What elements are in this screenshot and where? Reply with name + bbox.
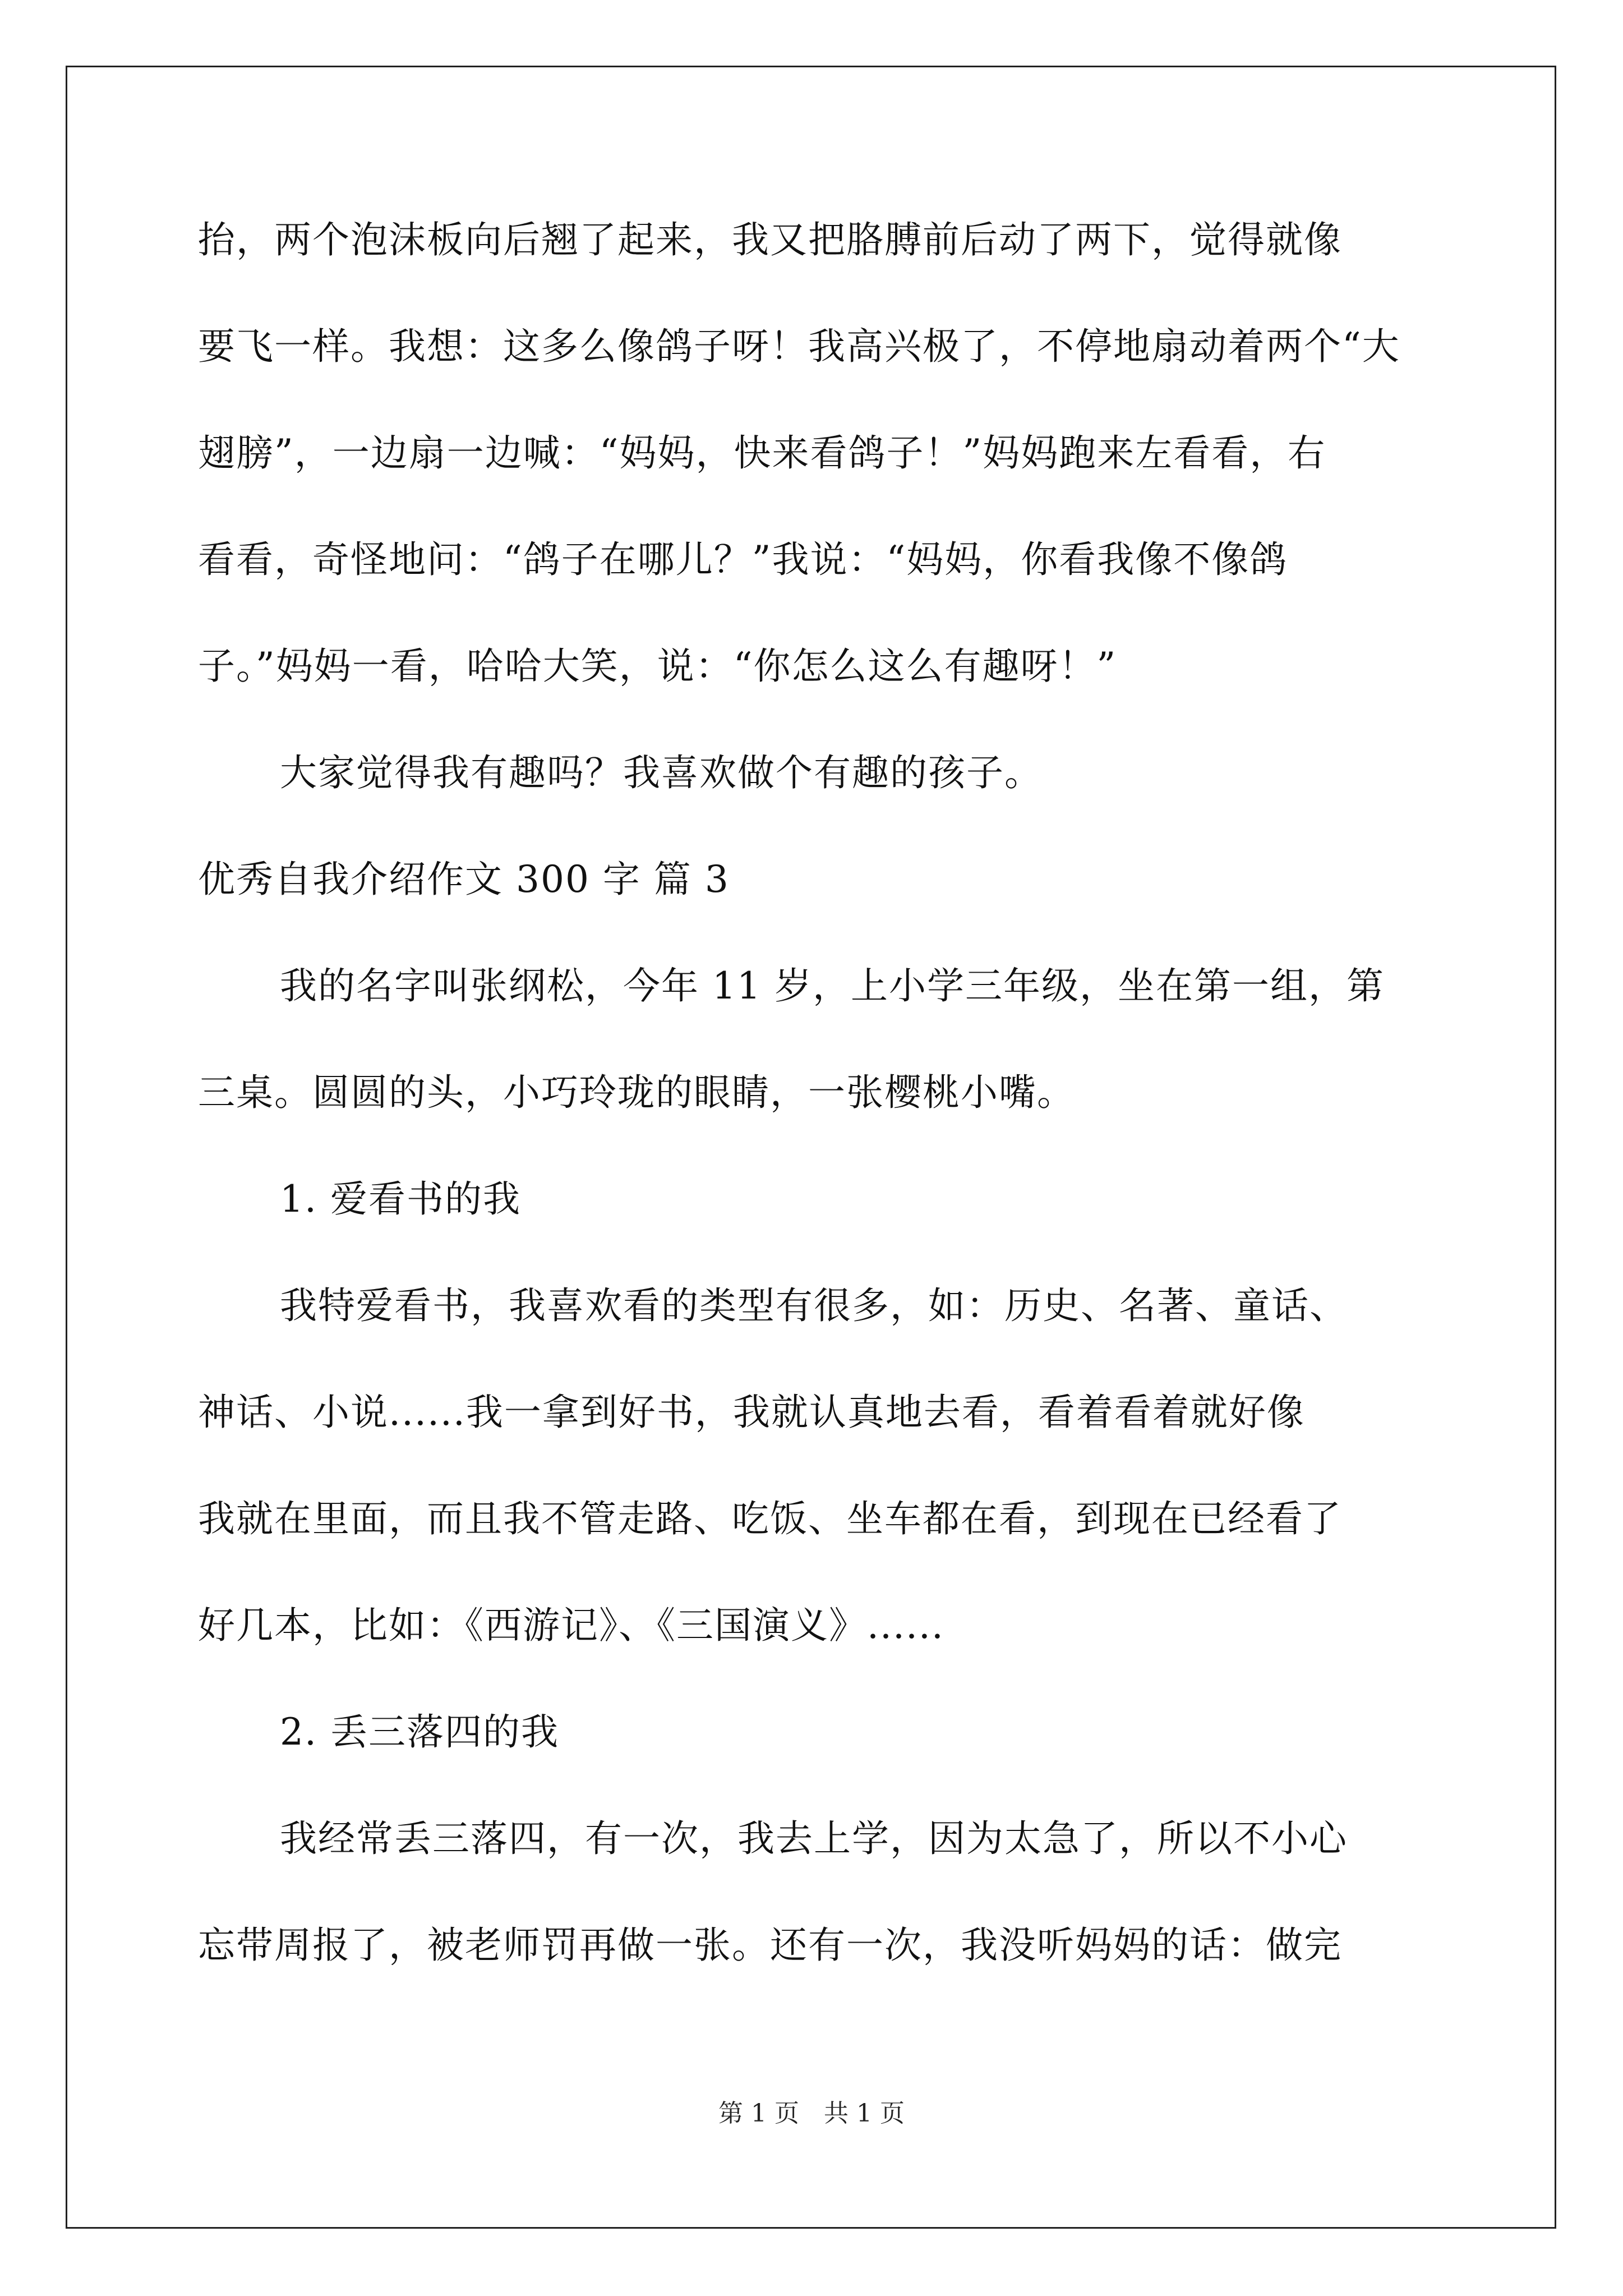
paragraph-line: 子。”妈妈一看，哈哈大笑，说：“你怎么这么有趣呀！” (198, 645, 1117, 688)
paragraph-line: 抬，两个泡沫板向后翘了起来，我又把胳膊前后动了两下，觉得就像 (198, 218, 1342, 261)
paragraph-line: 我就在里面，而且我不管走路、吃饭、坐车都在看，到现在已经看了 (198, 1497, 1342, 1540)
paragraph-line: 我特爱看书，我喜欢看的类型有很多，如：历史、名著、童话、 (280, 1284, 1348, 1327)
page-border (66, 66, 1556, 2229)
paragraph-line: 要飞一样。我想：这多么像鸽子呀！我高兴极了，不停地扇动着两个“大 (198, 325, 1400, 368)
page-number-footer: 第 1 页 共 1 页 (718, 2099, 905, 2128)
paragraph-line: 我的名字叫张纲松，今年 11 岁，上小学三年级，坐在第一组，第 (280, 964, 1385, 1007)
section-heading: 优秀自我介绍作文 300 字 篇 3 (198, 858, 730, 901)
subsection-heading: 1. 爱看书的我 (280, 1177, 521, 1221)
paragraph-line: 大家觉得我有趣吗？我喜欢做个有趣的孩子。 (280, 751, 1043, 794)
subsection-heading: 2. 丢三落四的我 (280, 1710, 559, 1754)
paragraph-line: 三桌。圆圆的头，小巧玲珑的眼睛，一张樱桃小嘴。 (198, 1071, 1075, 1114)
paragraph-line: 忘带周报了，被老师罚再做一张。还有一次，我没听妈妈的话：做完 (198, 1924, 1342, 1967)
paragraph-line: 看看，奇怪地问：“鸽子在哪儿？”我说：“妈妈，你看我像不像鸽 (198, 538, 1288, 581)
paragraph-line: 神话、小说......我一拿到好书，我就认真地去看，看着看着就好像 (198, 1391, 1305, 1434)
paragraph-line: 好几本，比如：《西游记》、《三国演义》...... (198, 1604, 944, 1647)
paragraph-line: 翅膀”，一边扇一边喊：“妈妈，快来看鸽子！”妈妈跑来左看看，右 (198, 431, 1326, 475)
paragraph-line: 我经常丢三落四，有一次，我去上学，因为太急了，所以不小心 (280, 1817, 1348, 1860)
